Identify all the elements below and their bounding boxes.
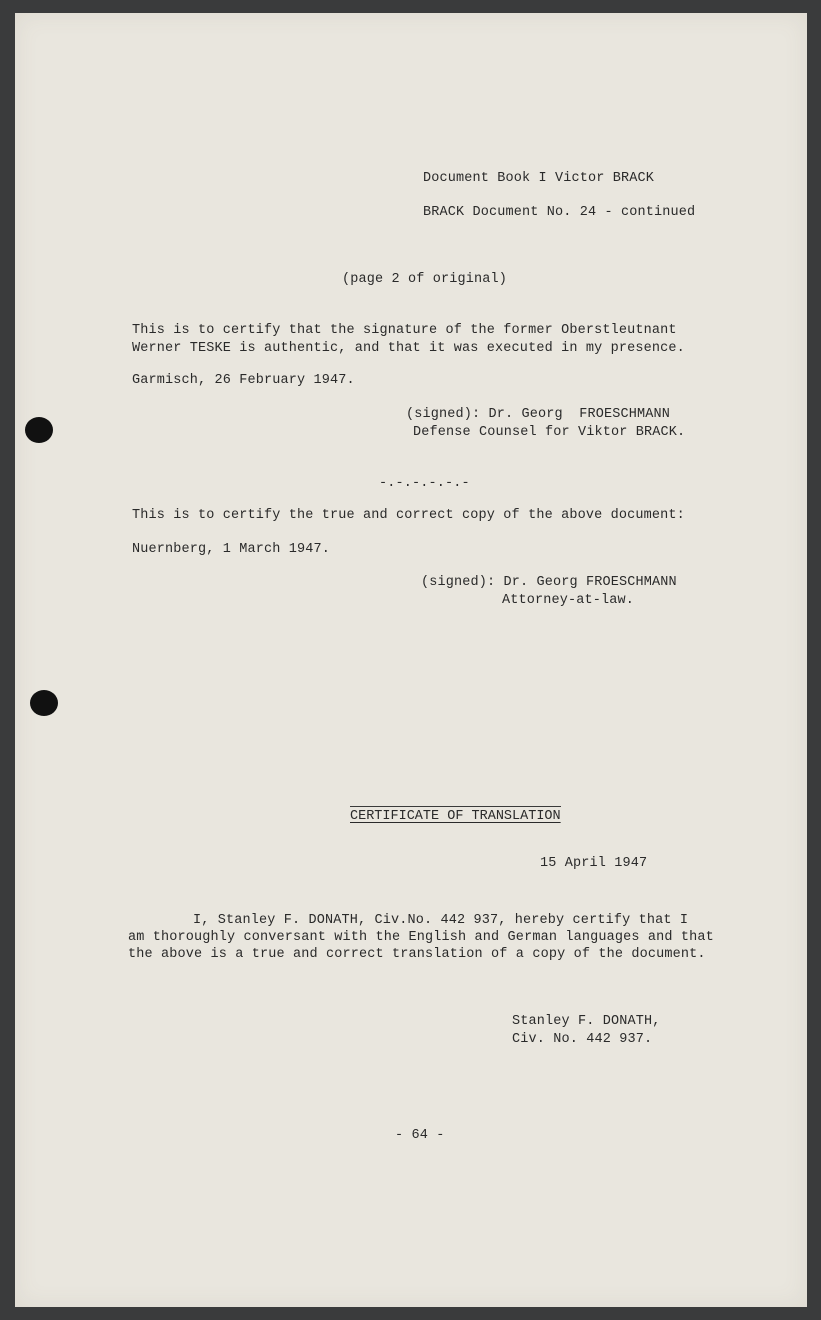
certification-signed-line: (signed): Dr. Georg FROESCHMANN [406, 407, 671, 422]
certification-role-line: Defense Counsel for Viktor BRACK. [413, 425, 686, 440]
certification-line-1: This is to certify that the signature of the former Oberstleutnant [132, 323, 677, 338]
translator-signature-name: Stanley F. DONATH, [512, 1014, 661, 1029]
copy-certification-signed-line: (signed): Dr. Georg FROESCHMANN [421, 575, 677, 590]
document-number-line: BRACK Document No. 24 - continued [423, 205, 696, 220]
translation-line-3: the above is a true and correct translation of a copy of the document. [128, 947, 706, 962]
translation-line-2: am thoroughly conversant with the English and German languages and that [128, 930, 714, 945]
page-reference: (page 2 of original) [342, 272, 508, 287]
translation-line-1: I, Stanley F. DONATH, Civ.No. 442 937, hereby certify that I [193, 913, 689, 928]
translator-civ-number: Civ. No. 442 937. [512, 1032, 653, 1047]
copy-certification-place-date: Nuernberg, 1 March 1947. [132, 542, 331, 557]
punch-hole-lower [30, 690, 58, 716]
translation-date: 15 April 1947 [540, 856, 648, 871]
copy-certification-text: This is to certify the true and correct copy of the above document: [132, 508, 685, 523]
punch-hole-upper [25, 417, 53, 443]
document-book-line: Document Book I Victor BRACK [423, 171, 655, 186]
document-page [15, 13, 807, 1307]
copy-certification-role-line: Attorney-at-law. [502, 593, 635, 608]
certification-line-2: Werner TESKE is authentic, and that it was executed in my presence. [132, 341, 685, 356]
translation-certificate-title: CERTIFICATE OF TRANSLATION [350, 806, 561, 826]
page-number: - 64 - [395, 1128, 445, 1143]
section-separator: -.-.-.-.-.- [379, 476, 470, 491]
certification-place-date: Garmisch, 26 February 1947. [132, 373, 355, 388]
